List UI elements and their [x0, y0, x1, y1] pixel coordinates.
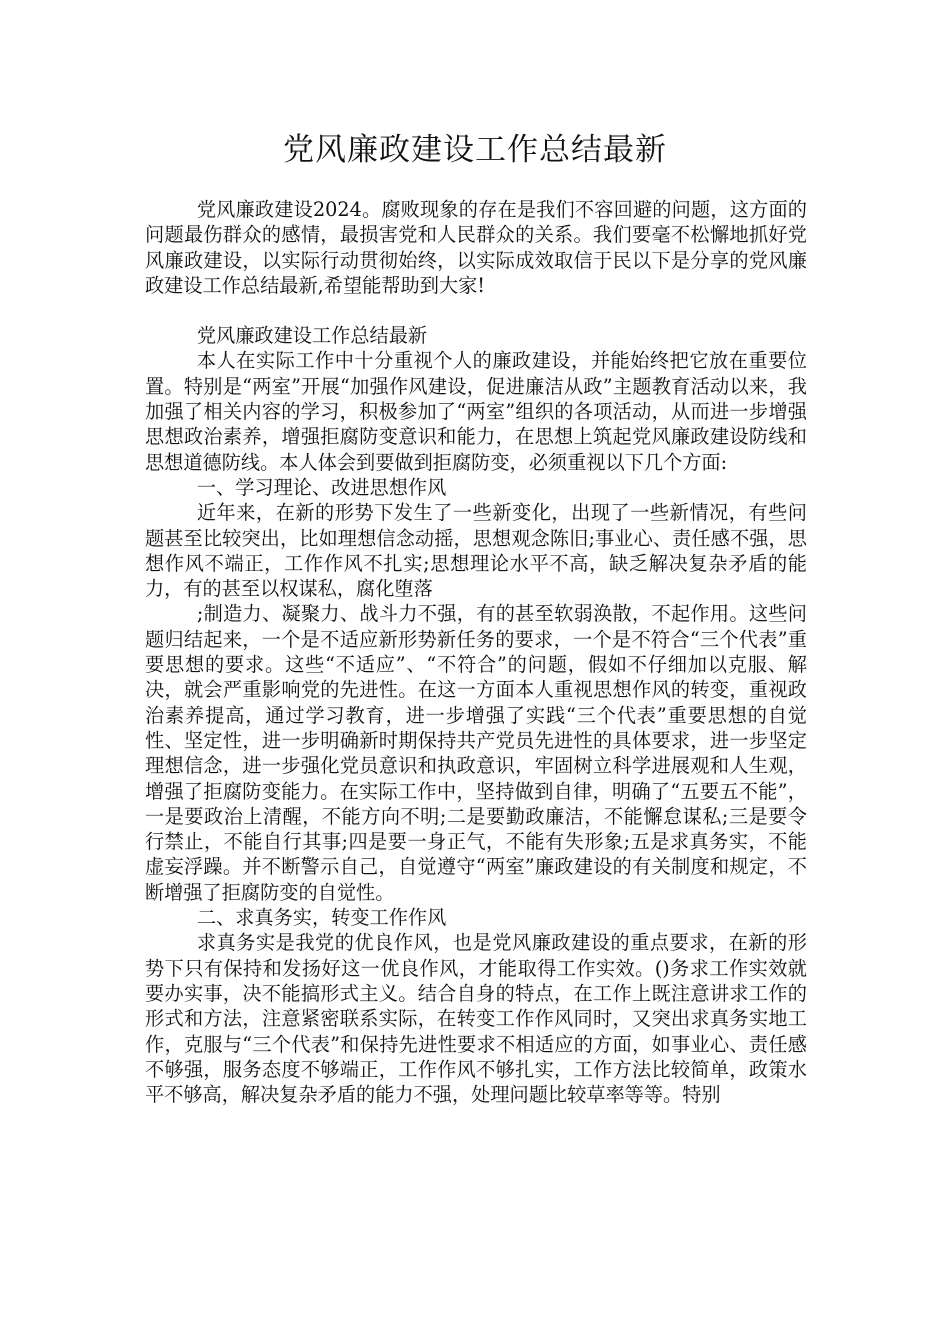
body-paragraph: 本人在实际工作中十分重视个人的廉政建设，并能始终把它放在重要位置。特别是“两室”开展“加强作风建设，促进廉洁从政”主题教育活动以来，我加强了相关内容的学习，积极参加了“两室”组织的各项活动，从而进一步增强思想政治素养，增强拒腐防变意识和能力，在思想上筑起党风廉政建设防线和思想道德防线。本人体会到要做到拒腐防变，必须重视以下几个方面:	[145, 349, 807, 474]
section-heading: 二、求真务实，转变工作作风	[196, 906, 447, 930]
section-subtitle: 党风廉政建设工作总结最新	[196, 324, 428, 348]
body-paragraph: 求真务实是我党的优良作风，也是党风廉政建设的重点要求，在新的形势下只有保持和发扬好这一优良作风，才能取得工作实效。()务求工作实效就要办实事，决不能搞形式主义。结合自身的特点，在工作上既注意讲求工作的形式和方法，注意紧密联系实际，在转变工作作风同时，又突出求真务实地工作，克服与“三个代表”和保持先进性要求不相适应的方面，如事业心、责任感不够强，服务态度不够端正，工作作风不够扎实，工作方法比较简单，政策水平不够高，解决复杂矛盾的能力不强，处理问题比较草率等等。特别	[145, 931, 807, 1107]
document-title: 党风廉政建设工作总结最新	[283, 132, 667, 168]
body-paragraph: 近年来，在新的形势下发生了一些新变化，出现了一些新情况，有些问题甚至比较突出，比如理想信念动摇，思想观念陈旧;事业心、责任感不强，思想作风不端正，工作作风不扎实;思想理论水平不高，缺乏解决复杂矛盾的能力，有的甚至以权谋私，腐化堕落	[145, 501, 807, 601]
intro-paragraph: 党风廉政建设2024。腐败现象的存在是我们不容回避的问题，这方面的问题最伤群众的感情，最损害党和人民群众的关系。我们要毫不松懈地抓好党风廉政建设，以实际行动贯彻始终，以实际成效取信于民以下是分享的党风廉政建设工作总结最新,希望能帮助到大家!	[145, 198, 807, 297]
document-body	[145, 197, 807, 1107]
section-heading: 一、学习理论、改进思想作风	[196, 475, 447, 499]
body-paragraph: ;制造力、凝聚力、战斗力不强，有的甚至软弱涣散，不起作用。这些问题归结起来，一个是不适应新形势新任务的要求，一个是不符合“三个代表”重要思想的要求。这些“不适应”、“不符合”的问题，假如不仔细加以克服、解决，就会严重影响党的先进性。在这一方面本人重视思想作风的转变，重视政治素养提高，通过学习教育，进一步增强了实践“三个代表”重要思想的自觉性、坚定性，进一步明确新时期保持共产党员先进性的具体要求，进一步坚定理想信念，进一步强化党员意识和执政意识，牢固树立科学进展观和人生观，增强了拒腐防变能力。在实际工作中，坚持做到自律，明确了“五要五不能”，一是要政治上清醒，不能方向不明;二是要勤政廉洁，不能懈怠谋私;三是要令行禁止，不能自行其事;四是要一身正气，不能有失形象;五是求真务实，不能虚妄浮躁。并不断警示自己，自觉遵守“两室”廉政建设的有关制度和规定，不断增强了拒腐防变的自觉性。	[145, 602, 807, 904]
